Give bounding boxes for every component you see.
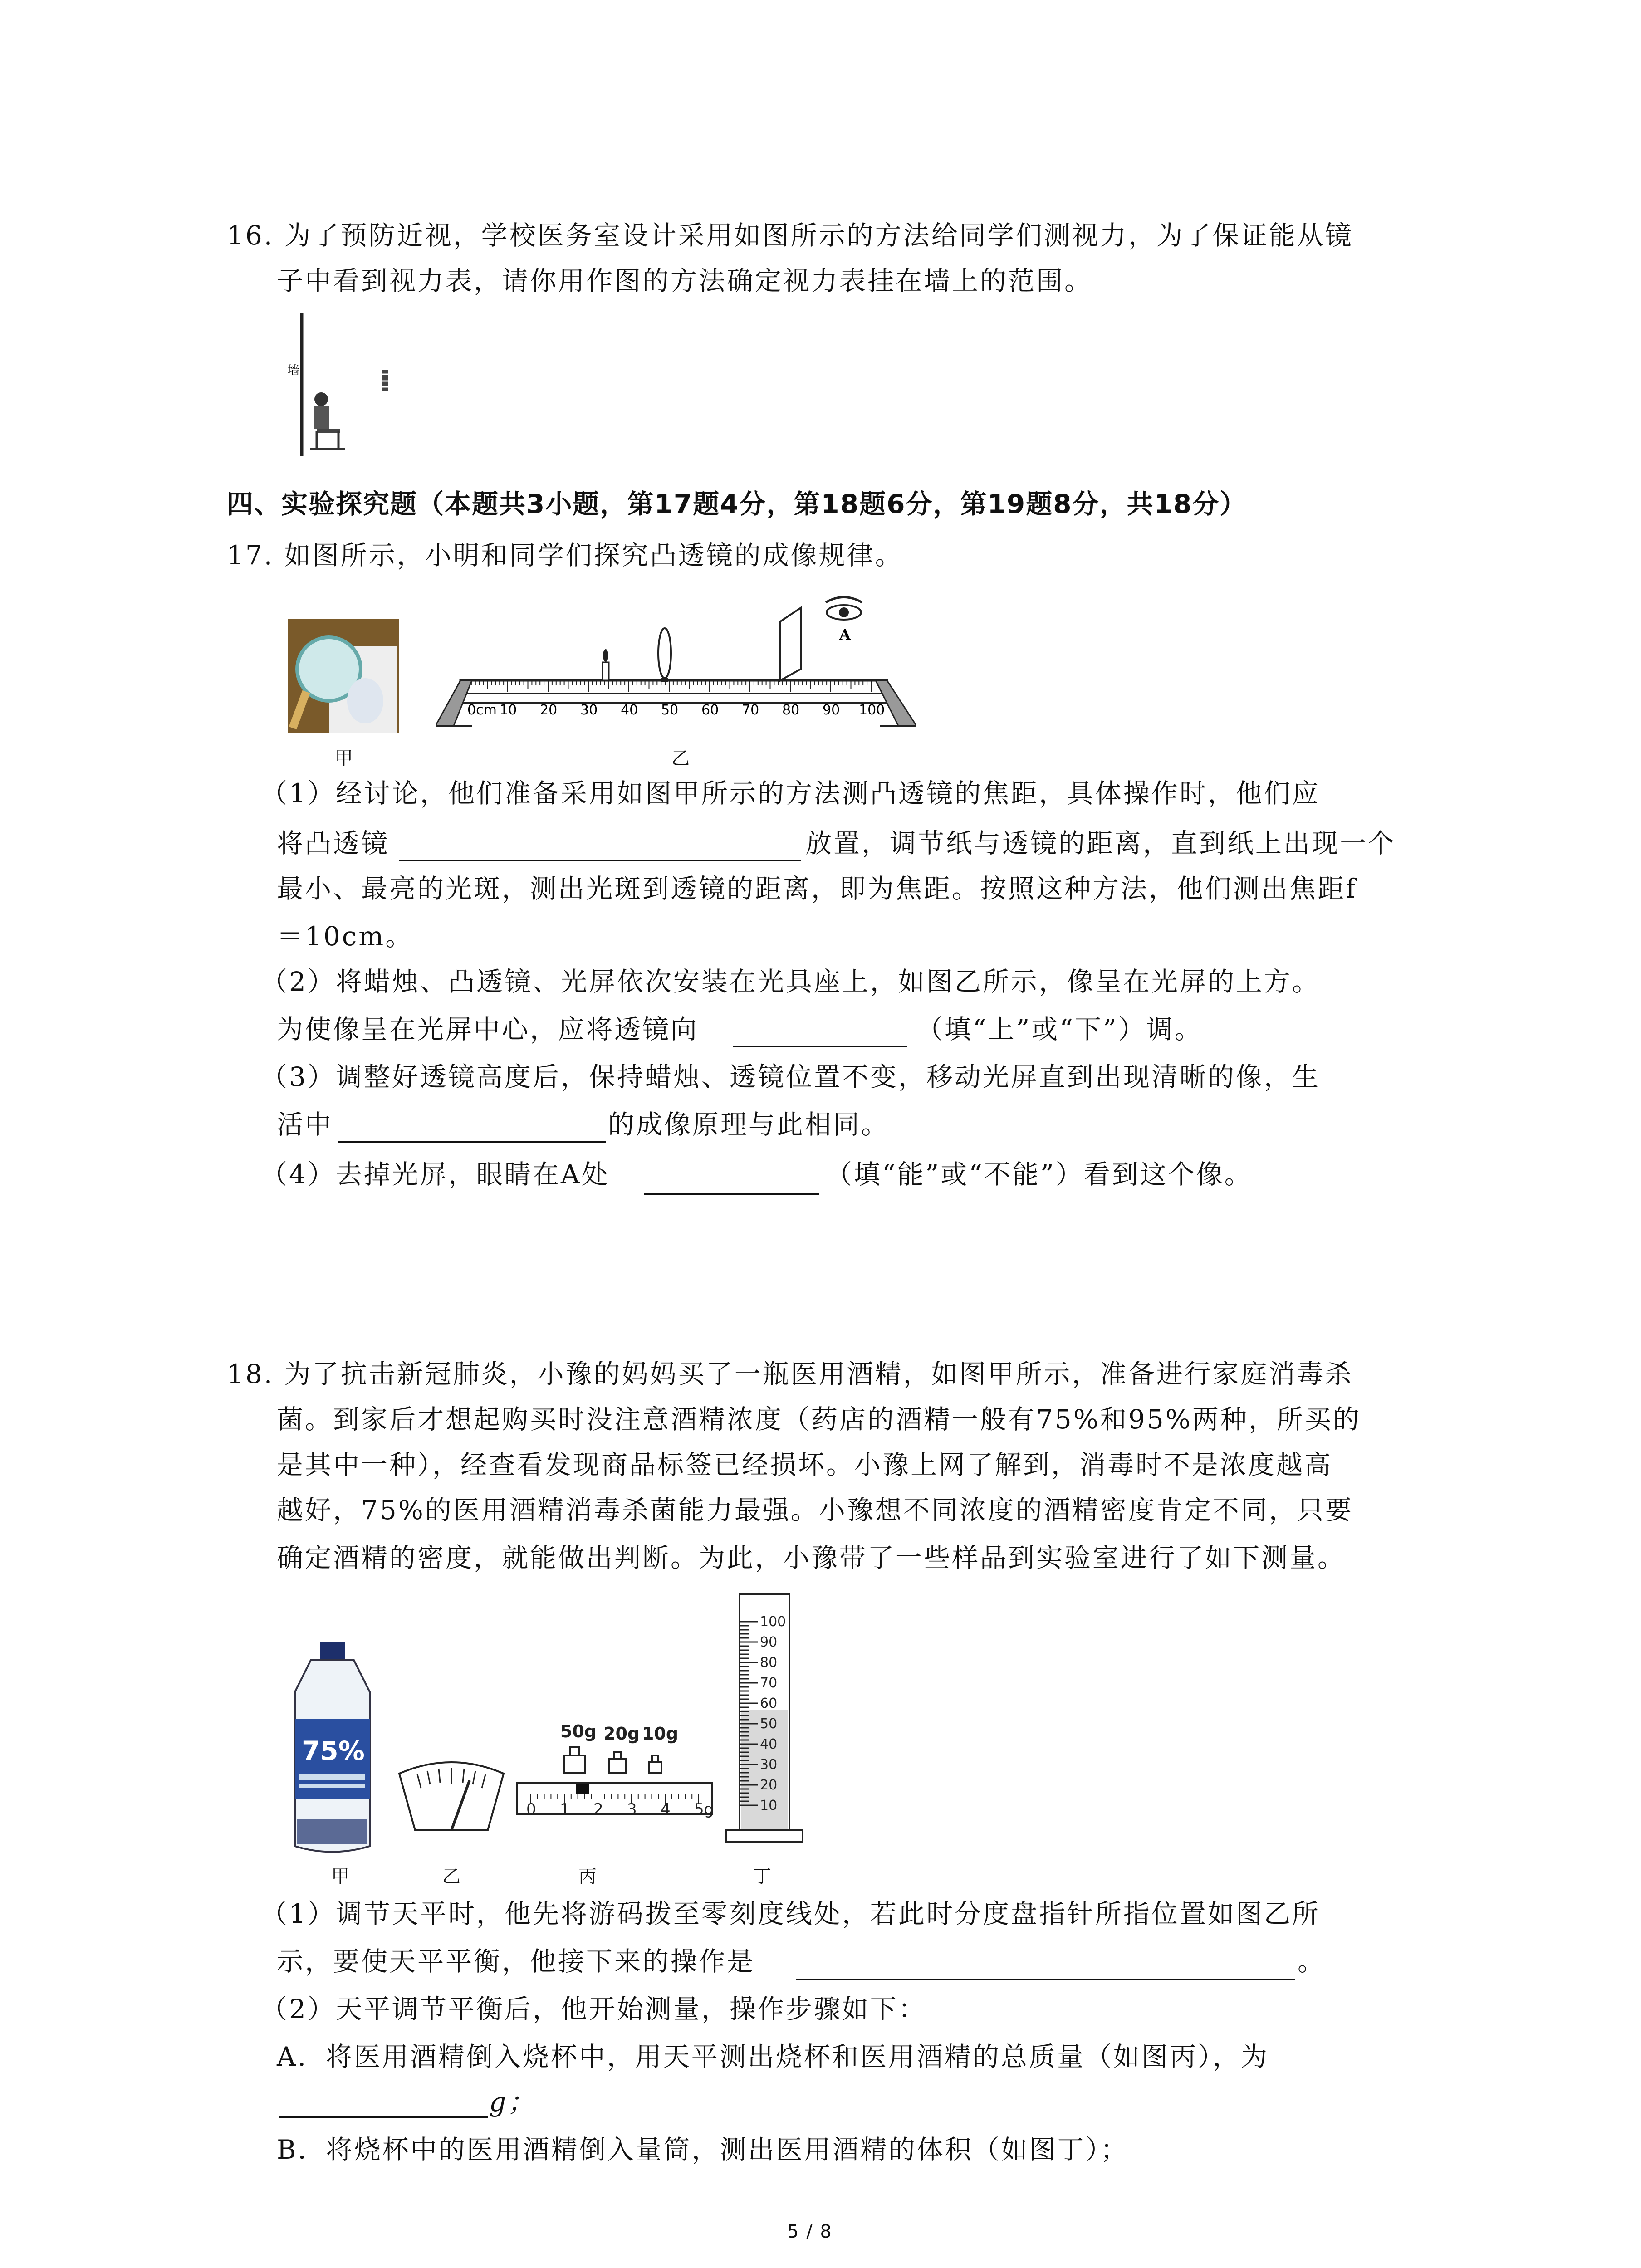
q17-p3-l2b: 的成像原理与此相同。	[608, 1109, 890, 1140]
q18-fig-bing-balance	[513, 1719, 717, 1837]
q18-p1-l2b: 。	[1298, 1946, 1326, 1977]
q18-p2-l1: （2）天平调节平衡后，他开始测量，操作步骤如下：	[261, 1994, 926, 2024]
rider-scale-label: 1	[560, 1800, 570, 1818]
q17-p3-l1: （3）调整好透镜高度后，保持蜡烛、透镜位置不变，移动光屏直到出现清晰的像，生	[261, 1061, 1320, 1092]
q17-p1-l3: 最小、最亮的光斑，测出光斑到透镜的距离，即为焦距。按照这种方法，他们测出焦距f	[277, 873, 1357, 904]
q17-p2-l2a: 为使像呈在光屏中心，应将透镜向	[277, 1014, 699, 1045]
bottle-label-75: 75%	[302, 1735, 365, 1766]
q17-p1-l4: ＝10cm。	[277, 921, 414, 952]
q17-stem: 17. 如图所示，小明和同学们探究凸透镜的成像规律。	[227, 540, 903, 571]
q18-p1-answer-blank[interactable]	[796, 1979, 1295, 1980]
q18-line2: 菌。到家后才想起购买时没注意酒精浓度（药店的酒精一般有75%和95%两种，所买的	[277, 1404, 1361, 1435]
ruler-tick-label: 30	[580, 702, 598, 718]
ruler-tick-label: 90	[823, 702, 840, 718]
page-number: 5 / 8	[787, 2221, 833, 2242]
q18-fig-ding-caption: 丁	[753, 1866, 771, 1887]
q17-p1-l2b: 放置，调节纸与透镜的距离，直到纸上出现一个	[805, 828, 1396, 859]
q17-p3-l2a: 活中	[277, 1109, 333, 1140]
q17-fig-jia-caption: 甲	[335, 748, 353, 769]
cylinder-tick-label: 100	[760, 1614, 786, 1630]
q18-p1-l2a: 示，要使天平平衡，他接下来的操作是	[277, 1946, 755, 1977]
q18-fig-yi-caption: 乙	[442, 1866, 460, 1887]
ruler-tick-label: 50	[661, 702, 679, 718]
q18-fig-jia-bottle	[284, 1642, 381, 1855]
cylinder-tick-label: 60	[760, 1696, 778, 1711]
cylinder-tick-label: 20	[760, 1777, 778, 1793]
q18-pA-l1: A．将医用酒精倒入烧杯中，用天平测出烧杯和医用酒精的总质量（如图丙），为	[277, 2041, 1269, 2072]
ruler-tick-label: 80	[782, 702, 800, 718]
q17-p4-b: （填“能”或“不能”）看到这个像。	[826, 1159, 1253, 1190]
cylinder-tick-label: 70	[760, 1675, 778, 1691]
q18-pA-l2: g；	[489, 2087, 536, 2117]
weight-10g-label: 10g	[642, 1724, 679, 1744]
section-4-heading: 四、实验探究题（本题共3小题，第17题4分，第18题6分，第19题8分，共18分）	[227, 489, 1247, 519]
q18-fig-bing-caption: 丙	[578, 1866, 597, 1887]
rider-scale-label: 2	[593, 1800, 603, 1818]
q17-p1-answer-blank[interactable]	[399, 860, 801, 861]
weight-10g-icon	[649, 1762, 661, 1773]
eye-label-A: A	[839, 626, 851, 643]
q17-p2-l1: （2）将蜡烛、凸透镜、光屏依次安装在光具座上，如图乙所示，像呈在光屏的上方。	[261, 966, 1320, 997]
rider-scale-label: 3	[627, 1800, 637, 1818]
q18-pA-answer-blank[interactable]	[279, 2116, 488, 2118]
q18-pB: B．将烧杯中的医用酒精倒入量筒，测出医用酒精的体积（如图丁）；	[277, 2134, 1129, 2165]
q17-p1-l2a: 将凸透镜	[277, 828, 390, 859]
q17-p4-a: （4）去掉光屏，眼睛在A处	[261, 1159, 610, 1190]
cylinder-tick-label: 10	[760, 1798, 778, 1813]
q18-line5: 确定酒精的密度，就能做出判断。为此，小豫带了一些样品到实验室进行了如下测量。	[277, 1542, 1346, 1573]
q18-fig-yi-dial	[395, 1755, 508, 1833]
rider-scale-label: 4	[661, 1800, 671, 1818]
weight-50g-icon	[564, 1755, 585, 1773]
ruler-tick-label: 100	[859, 702, 885, 718]
q17-p2-answer-blank[interactable]	[733, 1046, 907, 1047]
cylinder-tick-label: 80	[760, 1655, 778, 1671]
q17-p4-answer-blank[interactable]	[644, 1193, 819, 1195]
ruler-tick-label: 40	[621, 702, 638, 718]
ruler-tick-label: 20	[540, 702, 558, 718]
weight-20g-icon	[609, 1759, 626, 1773]
q18-line3: 是其中一种），经查看发现商品标签已经损坏。小豫上网了解到，消毒时不是浓度越高	[277, 1449, 1333, 1480]
q17-optical-bench-figure	[436, 590, 916, 739]
q16-eye-test-figure	[281, 313, 408, 458]
cylinder-tick-label: 30	[760, 1757, 778, 1773]
q16-line1: 16. 为了预防近视，学校医务室设计采用如图所示的方法给同学们测视力，为了保证能从镜	[227, 220, 1353, 251]
rider-scale-label: 5g	[694, 1800, 714, 1818]
ruler-tick-label: 60	[701, 702, 719, 718]
q17-p1-l1: （1）经讨论，他们准备采用如图甲所示的方法测凸透镜的焦距，具体操作时，他们应	[261, 778, 1320, 809]
q18-fig-jia-caption: 甲	[331, 1866, 349, 1887]
q18-p1-l1: （1）调节天平时，他先将游码拨至零刻度线处，若此时分度盘指针所指位置如图乙所	[261, 1898, 1320, 1929]
wall-label: 墙	[288, 364, 300, 377]
q17-fig-yi-caption: 乙	[671, 748, 690, 769]
rider-marker	[576, 1784, 589, 1794]
q18-line1: 18. 为了抗击新冠肺炎，小豫的妈妈买了一瓶医用酒精，如图甲所示，准备进行家庭消毒杀	[227, 1359, 1353, 1389]
q18-fig-ding-cylinder	[724, 1590, 803, 1848]
ruler-tick-label: 10	[500, 702, 517, 718]
cylinder-tick-label: 40	[760, 1736, 778, 1752]
weight-50g-label: 50g	[560, 1721, 597, 1741]
weight-20g-label: 20g	[603, 1724, 640, 1744]
q18-line4: 越好，75%的医用酒精消毒杀菌能力最强。小豫想不同浓度的酒精密度肯定不同，只要	[277, 1495, 1353, 1525]
q16-line2: 子中看到视力表，请你用作图的方法确定视力表挂在墙上的范围。	[277, 265, 1093, 296]
cylinder-tick-label: 50	[760, 1716, 778, 1732]
q17-p2-l2b: （填“上”或“下”）调。	[916, 1014, 1203, 1045]
q17-fig-jia-photo	[288, 619, 399, 733]
rider-scale-label: 0	[526, 1800, 536, 1818]
ruler-start: 0cm	[467, 702, 497, 718]
ruler-tick-label: 70	[742, 702, 759, 718]
cylinder-tick-label: 90	[760, 1634, 778, 1650]
q17-p3-answer-blank[interactable]	[338, 1141, 606, 1143]
